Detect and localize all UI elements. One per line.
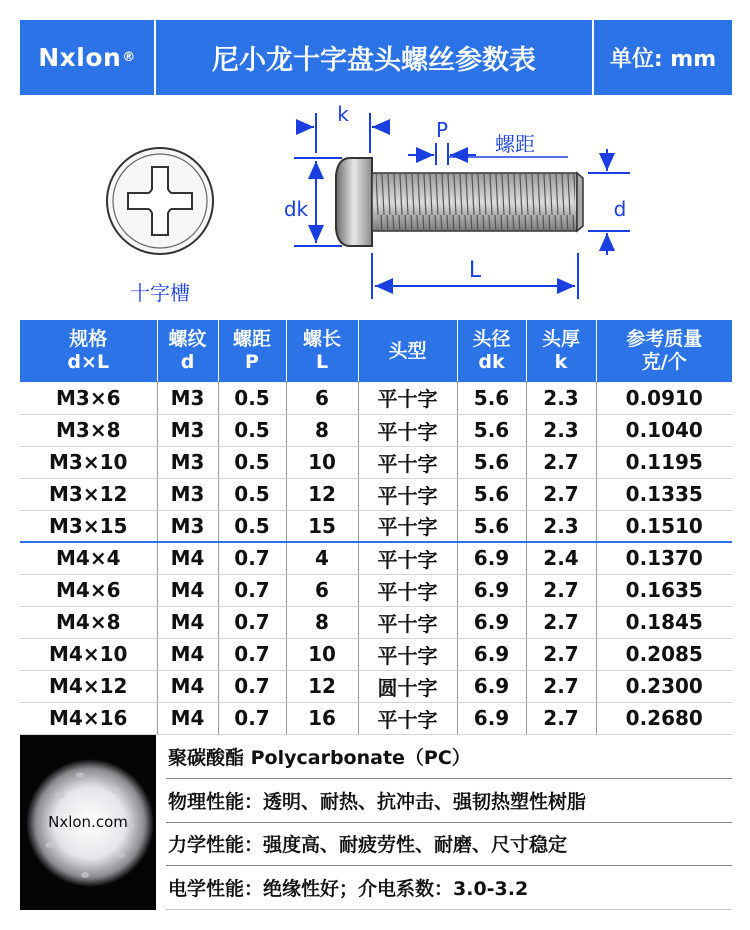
table-row (20, 542, 732, 574)
cell-spec: M3×15 (20, 510, 157, 542)
cell-spec: M3×10 (20, 446, 157, 478)
brand-logo (20, 20, 154, 95)
cell-head-diameter: 5.6 (457, 382, 526, 414)
dk-dimension-label: dk (283, 197, 309, 221)
table-row (20, 638, 732, 670)
col-header-spec: 规格 d×L (20, 320, 157, 382)
d-dimension-label: d (613, 197, 627, 221)
cell-thread: M4 (157, 638, 218, 670)
cell-weight: 0.1510 (596, 510, 732, 542)
cell-spec: M3×12 (20, 478, 157, 510)
cell-head-type: 平十字 (358, 414, 457, 446)
cell-thread: M4 (157, 670, 218, 702)
cell-weight: 0.1040 (596, 414, 732, 446)
mechanical-properties-label: 力学性能： (168, 834, 264, 857)
cell-length: 4 (286, 542, 358, 574)
cell-length: 15 (286, 510, 358, 542)
cell-spec: M3×8 (20, 414, 157, 446)
material-photo-caption: Nxlon.com (48, 813, 128, 831)
table-row (20, 670, 732, 702)
cell-length: 6 (286, 382, 358, 414)
mechanical-properties-value: 强度高、耐疲劳性、耐磨、尺寸稳定 (263, 834, 568, 857)
cell-spec: M4×16 (20, 702, 157, 734)
electrical-properties-row (166, 866, 732, 910)
registered-mark: ® (122, 50, 136, 65)
electrical-properties-label: 电学性能： (168, 878, 264, 901)
cell-head-type: 平十字 (358, 510, 457, 542)
head-top-view (107, 148, 213, 254)
cell-pitch: 0.7 (218, 670, 286, 702)
cell-weight: 0.0910 (596, 382, 732, 414)
col-header-thread: 螺纹 d (157, 320, 218, 382)
cell-head-type: 平十字 (358, 478, 457, 510)
cell-thread: M4 (157, 702, 218, 734)
cell-length: 12 (286, 478, 358, 510)
pellets-image (20, 735, 156, 910)
material-name-label: 聚碳酸酯 (168, 746, 251, 769)
cell-length: 10 (286, 638, 358, 670)
cell-pitch: 0.5 (218, 446, 286, 478)
spec-table-body (20, 382, 732, 734)
cell-head-diameter: 6.9 (457, 606, 526, 638)
cell-head-type: 圆十字 (358, 670, 457, 702)
cell-pitch: 0.5 (218, 510, 286, 542)
table-row (20, 510, 732, 542)
cell-weight: 0.2680 (596, 702, 732, 734)
cell-head-diameter: 5.6 (457, 478, 526, 510)
cell-head-diameter: 6.9 (457, 542, 526, 574)
cell-length: 10 (286, 446, 358, 478)
cell-thread: M4 (157, 606, 218, 638)
cell-head-thickness: 2.3 (526, 414, 596, 446)
pitch-label: 螺距 (495, 132, 535, 156)
cell-head-thickness: 2.7 (526, 574, 596, 606)
cell-length: 8 (286, 606, 358, 638)
physical-properties-row (166, 779, 732, 823)
cell-pitch: 0.7 (218, 702, 286, 734)
cell-head-thickness: 2.7 (526, 638, 596, 670)
page-title: 尼小龙十字盘头螺丝参数表 (154, 20, 594, 95)
cell-head-type: 平十字 (358, 702, 457, 734)
mechanical-properties-row (166, 823, 732, 867)
cell-weight: 0.2085 (596, 638, 732, 670)
cell-thread: M3 (157, 382, 218, 414)
cell-head-type: 平十字 (358, 542, 457, 574)
cross-slot-label: 十字槽 (130, 281, 190, 305)
cell-head-type: 平十字 (358, 638, 457, 670)
cell-spec: M3×6 (20, 382, 157, 414)
cell-weight: 0.1335 (596, 478, 732, 510)
spec-table (20, 320, 732, 735)
table-header-row (20, 320, 732, 382)
cell-spec: M4×10 (20, 638, 157, 670)
cell-head-diameter: 5.6 (457, 510, 526, 542)
cell-head-diameter: 6.9 (457, 638, 526, 670)
cell-length: 16 (286, 702, 358, 734)
physical-properties-value: 透明、耐热、抗冲击、强韧热塑性树脂 (263, 790, 587, 813)
k-dimension-label: k (337, 102, 349, 126)
cell-spec: M4×4 (20, 542, 157, 574)
cell-thread: M3 (157, 446, 218, 478)
cell-head-thickness: 2.4 (526, 542, 596, 574)
electrical-properties-value: 绝缘性好；介电系数：3.0-3.2 (263, 878, 529, 901)
cell-pitch: 0.5 (218, 382, 286, 414)
cell-spec: M4×12 (20, 670, 157, 702)
cell-head-type: 平十字 (358, 574, 457, 606)
cell-thread: M3 (157, 414, 218, 446)
cell-head-thickness: 2.7 (526, 446, 596, 478)
cell-length: 12 (286, 670, 358, 702)
cell-head-diameter: 5.6 (457, 446, 526, 478)
cell-head-diameter: 5.6 (457, 414, 526, 446)
cell-pitch: 0.7 (218, 574, 286, 606)
cell-pitch: 0.5 (218, 414, 286, 446)
table-row (20, 606, 732, 638)
material-name-row (166, 735, 732, 779)
screw-side-view (336, 158, 583, 246)
table-row (20, 414, 732, 446)
cell-thread: M3 (157, 510, 218, 542)
table-row (20, 574, 732, 606)
cell-spec: M4×8 (20, 606, 157, 638)
col-header-head-diameter: 头径 dk (457, 320, 526, 382)
cell-head-diameter: 6.9 (457, 702, 526, 734)
col-header-head-type: 头型 (358, 320, 457, 382)
cell-pitch: 0.7 (218, 606, 286, 638)
cell-head-thickness: 2.7 (526, 606, 596, 638)
cell-head-diameter: 6.9 (457, 574, 526, 606)
cell-pitch: 0.5 (218, 478, 286, 510)
cell-head-thickness: 2.3 (526, 382, 596, 414)
col-header-weight: 参考质量 克/个 (596, 320, 732, 382)
cell-head-diameter: 6.9 (457, 670, 526, 702)
cell-head-thickness: 2.7 (526, 478, 596, 510)
physical-properties-label: 物理性能： (168, 790, 264, 813)
col-header-head-thickness: 头厚 k (526, 320, 596, 382)
material-section (20, 735, 732, 910)
cell-pitch: 0.7 (218, 638, 286, 670)
screw-diagram (20, 95, 732, 320)
cell-weight: 0.2300 (596, 670, 732, 702)
cell-head-type: 平十字 (358, 606, 457, 638)
cell-thread: M4 (157, 574, 218, 606)
p-dimension-label: P (435, 118, 449, 142)
cell-thread: M4 (157, 542, 218, 574)
cell-weight: 0.1845 (596, 606, 732, 638)
cell-spec: M4×6 (20, 574, 157, 606)
cell-weight: 0.1195 (596, 446, 732, 478)
cell-head-type: 平十字 (358, 382, 457, 414)
header-bar (20, 20, 732, 95)
col-header-length: 螺长 L (286, 320, 358, 382)
table-row (20, 702, 732, 734)
unit-label: 单位: mm (609, 47, 717, 72)
cell-length: 8 (286, 414, 358, 446)
cell-head-type: 平十字 (358, 446, 457, 478)
material-photo (20, 735, 156, 910)
cell-thread: M3 (157, 478, 218, 510)
cell-head-thickness: 2.7 (526, 670, 596, 702)
cell-weight: 0.1370 (596, 542, 732, 574)
table-row (20, 478, 732, 510)
table-row (20, 446, 732, 478)
cell-head-thickness: 2.3 (526, 510, 596, 542)
cell-weight: 0.1635 (596, 574, 732, 606)
material-properties (156, 735, 732, 910)
col-header-pitch: 螺距 P (218, 320, 286, 382)
cell-length: 6 (286, 574, 358, 606)
brand-name: Nxlon (38, 43, 122, 72)
l-dimension-label: L (468, 258, 482, 283)
cell-head-thickness: 2.7 (526, 702, 596, 734)
material-name-value: Polycarbonate（PC） (250, 746, 471, 769)
cell-pitch: 0.7 (218, 542, 286, 574)
table-row (20, 382, 732, 414)
